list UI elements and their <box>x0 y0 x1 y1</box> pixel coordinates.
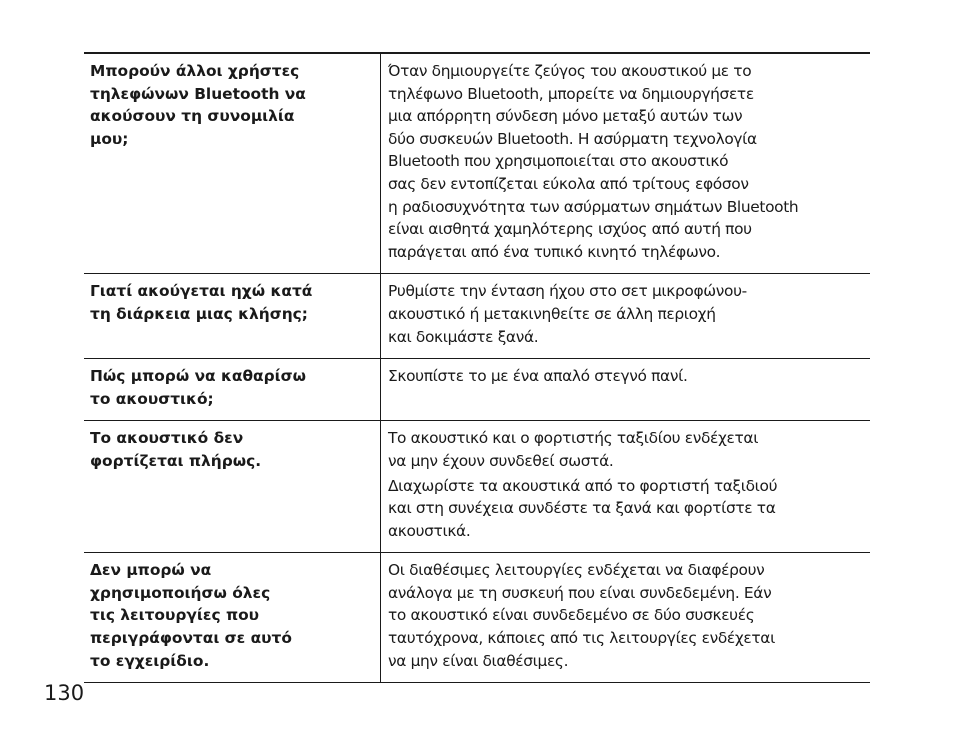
answer-line: δύο συσκευών Bluetooth. Η ασύρματη τεχνολογία <box>388 129 757 148</box>
faq-row <box>84 421 870 553</box>
answer-line: Ρυθμίστε την ένταση ήχου στο σετ μικροφώνου- <box>388 282 747 301</box>
question-line: τηλεφώνων Bluetooth να <box>90 84 306 103</box>
question-line: το εγχειρίδιο. <box>90 651 210 670</box>
faq-row <box>84 553 870 683</box>
faq-table-body <box>84 53 870 683</box>
answer-paragraph <box>388 559 866 672</box>
answer-paragraph <box>388 60 866 263</box>
answer-line: ταυτόχρονα, κάποιες από τις λειτουργίες ενδέχεται <box>388 629 775 648</box>
answer-paragraph <box>388 475 866 543</box>
question-line: ακούσουν τη συνομιλία <box>90 107 295 126</box>
question-line: Γιατί ακούγεται ηχώ κατά <box>90 282 313 301</box>
faq-table <box>84 52 870 683</box>
answer-line: Σκουπίστε το με ένα απαλό στεγνό πανί. <box>388 367 688 386</box>
answer-line: μια απόρρητη σύνδεση μόνο μεταξύ αυτών των <box>388 107 743 126</box>
answer-line: παράγεται από ένα τυπικό κινητό τηλέφωνο. <box>388 242 721 261</box>
faq-question <box>84 53 381 274</box>
answer-line: η ραδιοσυχνότητα των ασύρματων σημάτων Bluetooth <box>388 197 799 216</box>
faq-answer <box>381 359 871 421</box>
answer-paragraph <box>388 280 866 348</box>
question-line: μου; <box>90 129 129 148</box>
faq-answer <box>381 53 871 274</box>
answer-line: Οι διαθέσιμες λειτουργίες ενδέχεται να διαφέρουν <box>388 561 765 580</box>
answer-line: είναι αισθητά χαμηλότερης ισχύος από αυτή που <box>388 220 752 239</box>
faq-question <box>84 274 381 359</box>
faq-question <box>84 553 381 683</box>
question-line: φορτίζεται πλήρως. <box>90 451 262 470</box>
faq-question <box>84 359 381 421</box>
answer-line: ανάλογα με τη συσκευή που είναι συνδεδεμένη. Εάν <box>388 583 772 602</box>
faq-row <box>84 359 870 421</box>
answer-paragraph <box>388 365 866 388</box>
answer-line: Bluetooth που χρησιμοποιείται στο ακουστικό <box>388 152 729 171</box>
faq-answer <box>381 274 871 359</box>
answer-line: Το ακουστικό και ο φορτιστής ταξιδίου ενδέχεται <box>388 429 759 448</box>
faq-row <box>84 274 870 359</box>
answer-line: Όταν δημιουργείτε ζεύγος του ακουστικού με το <box>388 62 752 80</box>
page-number: 130 <box>44 681 85 705</box>
question-line: χρησιμοποιήσω όλες <box>90 583 271 602</box>
question-line: το ακουστικό; <box>90 389 214 408</box>
question-line: τη διάρκεια μιας κλήσης; <box>90 304 308 323</box>
faq-answer <box>381 421 871 553</box>
answer-line: ακουστικά. <box>388 521 471 540</box>
question-line: τις λειτουργίες που <box>90 606 260 625</box>
answer-line: Διαχωρίστε τα ακουστικά από το φορτιστή ταξιδιού <box>388 476 778 495</box>
faq-row <box>84 53 870 274</box>
question-line: Δεν μπορώ να <box>90 561 212 580</box>
answer-line: σας δεν εντοπίζεται εύκολα από τρίτους εφόσον <box>388 174 749 193</box>
question-line: Μπορούν άλλοι χρήστες <box>90 62 300 80</box>
question-line: Πώς μπορώ να καθαρίσω <box>90 367 307 386</box>
answer-line: και στη συνέχεια συνδέστε τα ξανά και φορτίστε τα <box>388 499 776 518</box>
answer-line: ακουστικό ή μετακινηθείτε σε άλλη περιοχή <box>388 304 716 323</box>
answer-paragraph <box>388 427 866 472</box>
answer-line: να μην είναι διαθέσιμες. <box>388 651 569 670</box>
faq-answer <box>381 553 871 683</box>
answer-line: να μην έχουν συνδεθεί σωστά. <box>388 451 614 470</box>
answer-line: τηλέφωνο Bluetooth, μπορείτε να δημιουργήσετε <box>388 84 754 103</box>
answer-line: και δοκιμάστε ξανά. <box>388 327 539 346</box>
question-line: περιγράφονται σε αυτό <box>90 629 292 648</box>
faq-question <box>84 421 381 553</box>
question-line: Το ακουστικό δεν <box>90 429 244 448</box>
answer-line: το ακουστικό είναι συνδεδεμένο σε δύο συσκευές <box>388 606 755 625</box>
